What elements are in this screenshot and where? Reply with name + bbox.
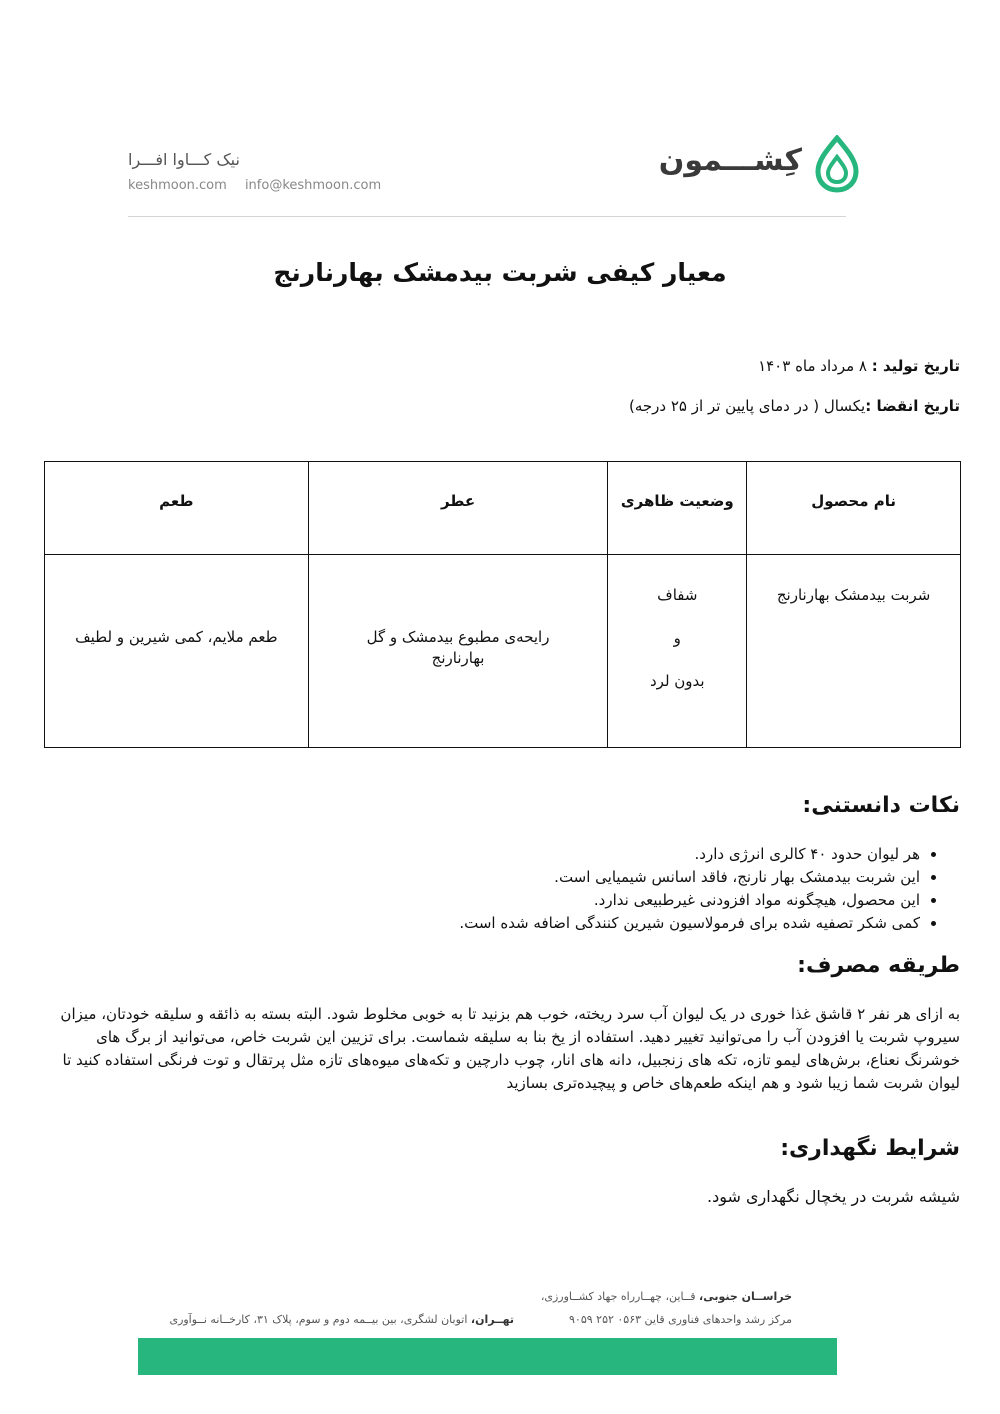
list-item: • کمی شکر تصفیه شده برای فرمولاسیون شیرین کنندگی اضافه شده است.	[220, 912, 920, 935]
footer-south-khorasan-address	[541, 1290, 792, 1303]
cell-product-name: شربت بیدمشک بهارنارنج	[747, 555, 961, 748]
footer-south-khorasan-label: خراســان جنوبی،	[699, 1290, 792, 1303]
storage-text: شیشه شربت در یخچال نگهداری شود.	[706, 1187, 960, 1206]
footer-south-khorasan-text: قــاین، چهــارراه جهاد کشــاورزی،	[540, 1290, 700, 1303]
production-date-label: تاریخ تولید :	[871, 357, 960, 375]
usage-heading: طریقه مصرف:	[797, 953, 960, 978]
list-item: • این شربت بیدمشک بهار نارنج، فاقد اسانس شیمیایی است.	[220, 866, 920, 889]
footer-brand-bar	[138, 1338, 837, 1375]
quality-spec-table	[44, 461, 961, 748]
website-link[interactable]: keshmoon.com	[128, 178, 227, 193]
brand-name: کِشـــمون	[658, 143, 802, 178]
cell-aroma: رایحه‌ی مطبوع بیدمشک و گل بهارنارنج	[308, 555, 608, 748]
appearance-line-2: و	[673, 629, 681, 647]
list-item: • هر لیوان حدود ۴۰ کالری انرژی دارد.	[220, 843, 920, 866]
usage-text: به ازای هر نفر ۲ قاشق غذا خوری در یک لیوان آب سرد ریخته، خوب هم بزنید تا به خوبی مخلوط شود. البته بسته به ذائقه و سلیقه خودتان، میزان سیروپ شربت یا افزودن آب را می‌توانید تغییر دهید. استفاده از یخ بنا به سلیقه شماست. برای تزیین این شربت خاص، می‌توانید از برگ های خوشرنگ نعناع، برش‌های لیمو تازه، تکه های زنجبیل، دانه های انار، چوب دارچین و تکه‌های میوه‌های تازه مثل پرتقال و توت فرنگی استفاده کنید تا لیوان شربت شما زیبا شود و هم اینکه طعم‌های خاص و پیچیده‌تری بسازید	[60, 1005, 960, 1092]
footer-south-khorasan-line2: مرکز رشد واحدهای فناوری قاین ۰۵۶۳ ۲۵۲ ۹۰۵۹	[569, 1313, 792, 1326]
expiry-date-label: تاریخ انقضا :	[865, 397, 960, 415]
appearance-line-3: بدون لرد	[649, 672, 705, 690]
header-appearance: وضعیت ظاهری	[608, 462, 747, 555]
tips-list	[220, 843, 940, 935]
cell-appearance	[608, 555, 747, 748]
expiry-date-value: یکسال ( در دمای پایین تر از ۲۵ درجه)	[629, 397, 866, 415]
footer-tehran-label: تهــران،	[470, 1313, 514, 1326]
expiry-date	[629, 397, 960, 415]
storage-heading: شرایط نگهداری:	[780, 1136, 960, 1161]
company-name: نیک کـــاوا افـــرا	[128, 150, 240, 169]
appearance-line-1: شفاف	[657, 586, 698, 604]
cell-taste: طعم ملایم، کمی شیرین و لطیف	[45, 555, 309, 748]
list-item: • این محصول، هیچگونه مواد افزودنی غیرطبیعی ندارد.	[220, 889, 920, 912]
email-link[interactable]: info@keshmoon.com	[244, 178, 382, 193]
footer-tehran-text: اتوبان لشگری، بین بیــمه دوم و سوم، پلاک ۳۱، کارخــانه نــوآوری	[169, 1313, 471, 1326]
table-header-row	[45, 462, 961, 555]
production-date	[758, 357, 960, 375]
table-row	[45, 555, 961, 748]
brand-logo-block	[660, 135, 860, 195]
contact-info	[128, 178, 395, 193]
tips-heading: نکات دانستنی:	[802, 793, 960, 818]
header-divider	[128, 216, 846, 217]
footer-tehran-address	[169, 1313, 514, 1326]
production-date-value: ۸ مرداد ماه ۱۴۰۳	[758, 357, 872, 375]
header-taste: طعم	[45, 462, 309, 555]
header-product-name: نام محصول	[747, 462, 961, 555]
drop-logo-icon	[814, 135, 860, 193]
document-title: معیار کیفی شربت بیدمشک بهارنارنج	[273, 258, 727, 287]
header-aroma: عطر	[308, 462, 608, 555]
